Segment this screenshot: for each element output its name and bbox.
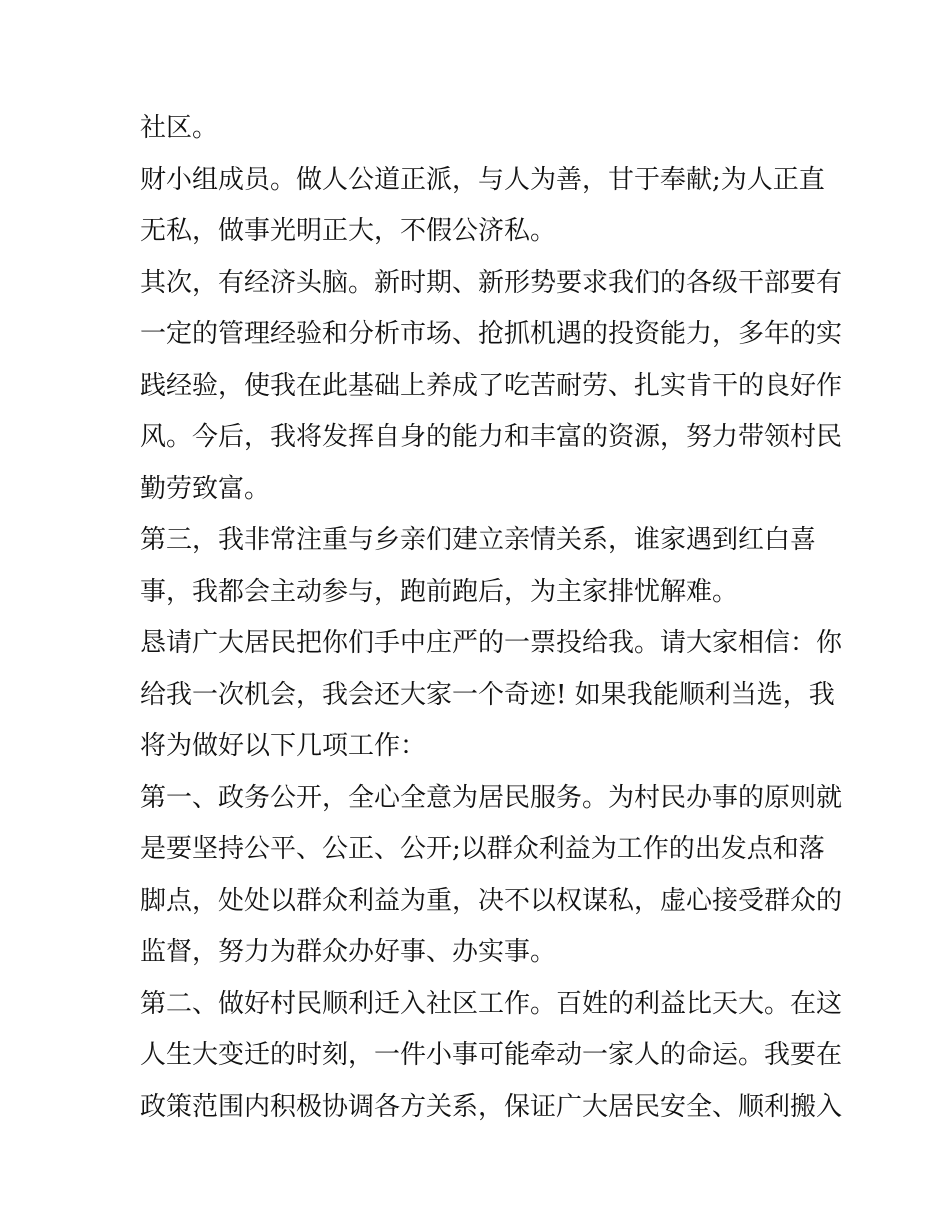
- text-line: 脚点，处处以群众利益为重，决不以权谋私，虚心接受群众的: [140, 885, 843, 916]
- text-line: 事，我都会主动参与，跑前跑后，为主家排忧解难。: [140, 576, 739, 607]
- text-line: 将为做好以下几项工作：: [140, 731, 427, 761]
- text-line: 人生大变迁的时刻，一件小事可能牵动一家人的命运。我要在: [140, 1040, 843, 1070]
- body-text: [140, 103, 843, 1133]
- text-line: 风。今后，我将发挥自身的能力和丰富的资源，努力带领村民: [140, 422, 843, 452]
- text-line: 第三，我非常注重与乡亲们建立亲情关系，谁家遇到红白喜: [140, 525, 817, 555]
- text-line: 是要坚持公平、公正、公开;以群众利益为工作的出发点和落: [140, 834, 825, 864]
- text-line: 政策范围内积极协调各方关系，保证广大居民安全、顺利搬入: [140, 1091, 843, 1122]
- text-line: 社区。: [140, 113, 219, 143]
- text-line: 监督，努力为群众办好事、办实事。: [140, 937, 557, 967]
- text-line: 无私，做事光明正大，不假公济私。: [140, 216, 557, 246]
- text-line: 勤劳致富。: [140, 473, 271, 504]
- text-line: 第一、政务公开，全心全意为居民服务。为村民办事的原则就: [140, 782, 843, 813]
- text-line: 践经验，使我在此基础上养成了吃苦耐劳、扎实肯干的良好作: [140, 370, 843, 401]
- text-line: 给我一次机会，我会还大家一个奇迹! 如果我能顺利当选，我: [140, 679, 835, 710]
- text-line: 一定的管理经验和分析市场、抢抓机遇的投资能力，多年的实: [140, 319, 843, 349]
- text-line: 财小组成员。做人公道正派，与人为善，甘于奉献;为人正直: [140, 164, 825, 195]
- text-line: 其次，有经济头脑。新时期、新形势要求我们的各级干部要有: [140, 267, 843, 298]
- text-line: 恳请广大居民把你们手中庄严的一票投给我。请大家相信：你: [140, 628, 843, 658]
- text-line: 第二、做好村民顺利迁入社区工作。百姓的利益比天大。在这: [140, 988, 843, 1019]
